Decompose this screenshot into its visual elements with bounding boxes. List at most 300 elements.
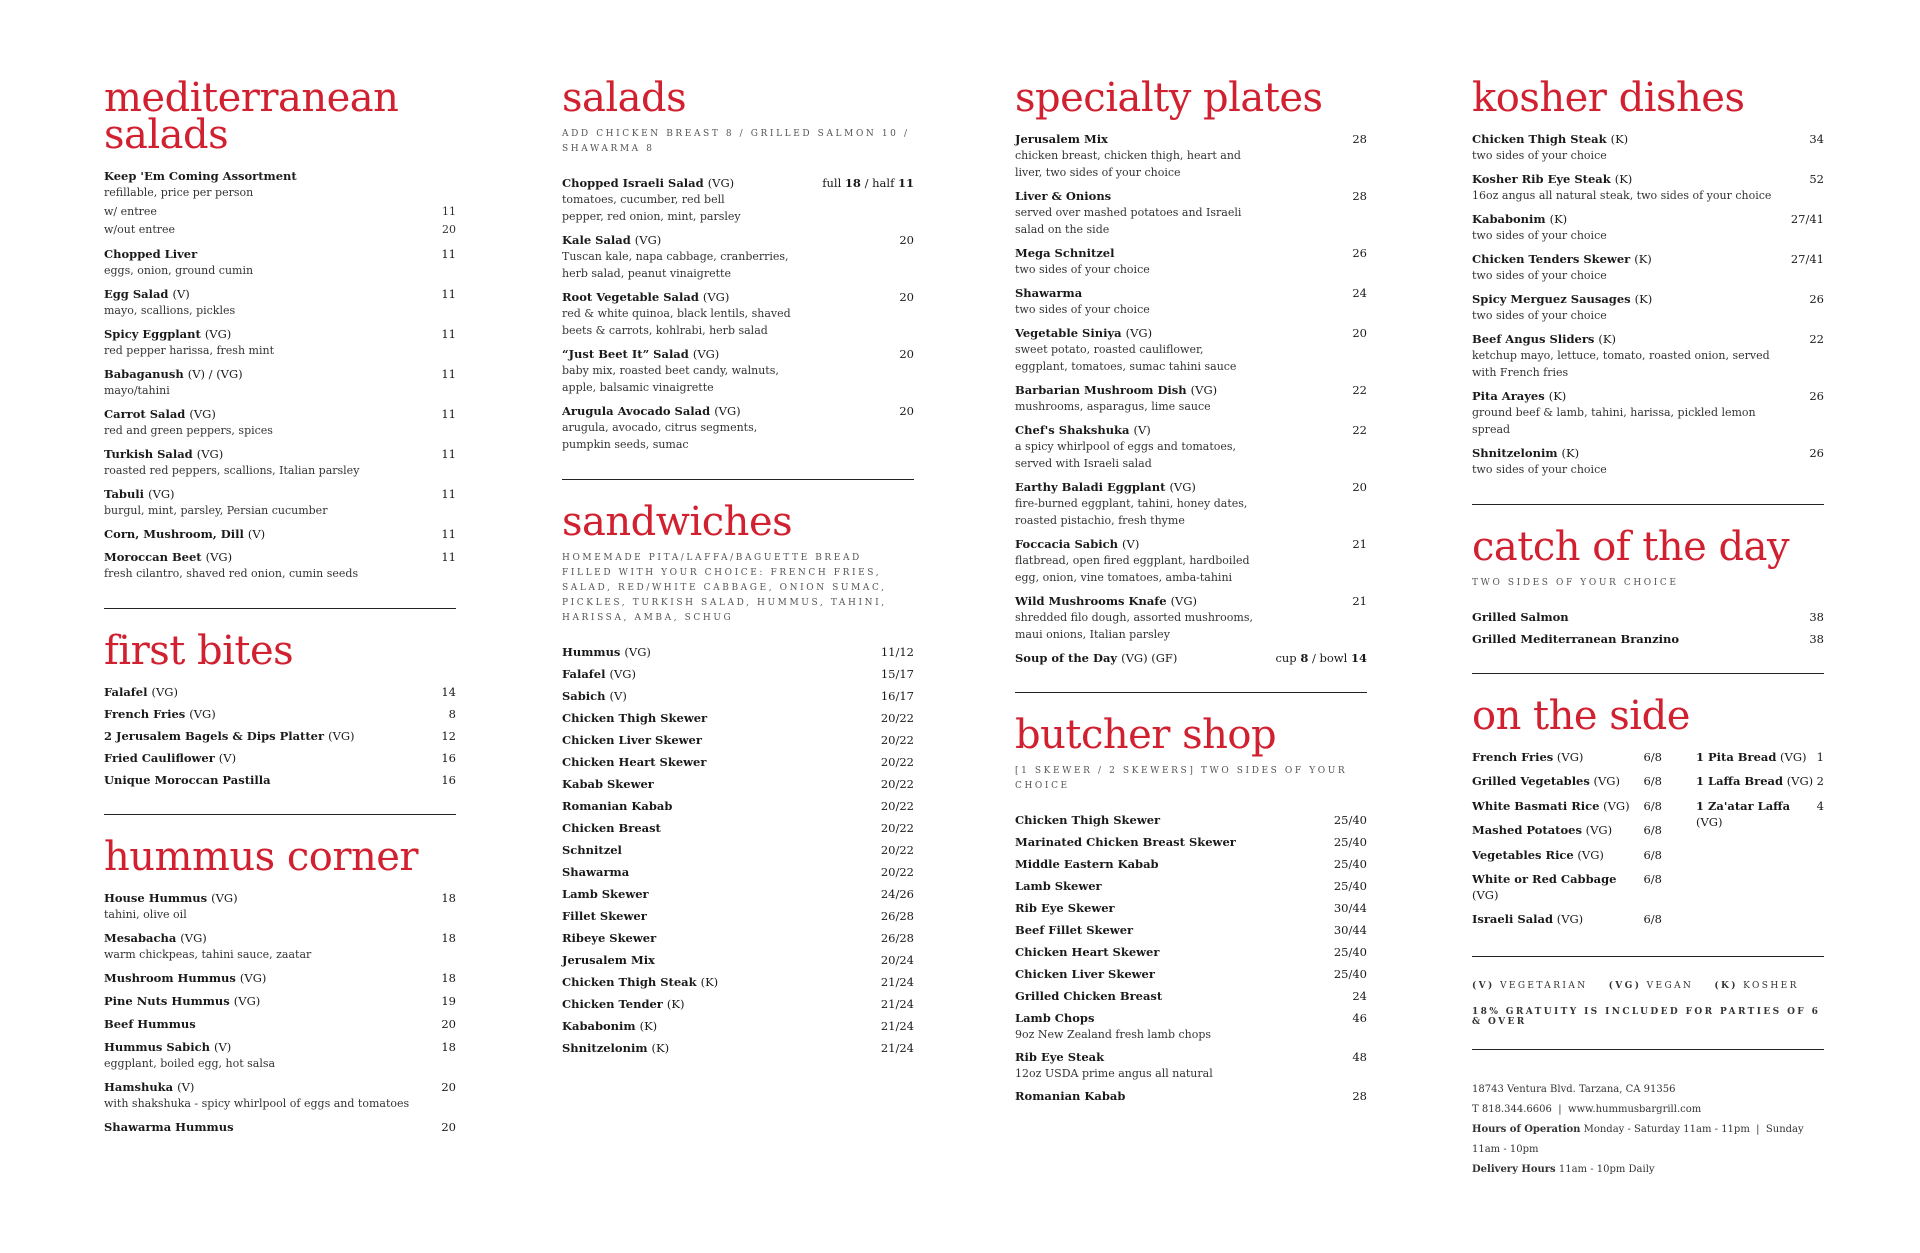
item-tag: (K) (1598, 332, 1616, 346)
item-tag: (VG) (1169, 480, 1196, 494)
divider (1472, 673, 1824, 674)
item-desc: flatbread, open fired eggplant, hardboiled egg, onion, vine tomatoes, amba-tahini (1015, 554, 1250, 584)
item-name: Jerusalem Mix (1015, 132, 1108, 146)
item-name: Chicken Thigh Skewer (562, 711, 708, 725)
item-price: 26/28 (880, 931, 914, 945)
column-2 (562, 75, 914, 1062)
item-desc: two sides of your choice (1472, 229, 1607, 242)
item-price: 20/22 (880, 865, 914, 879)
item-desc: served over mashed potatoes and Israeli salad on the side (1015, 206, 1242, 236)
item-price: 26 (1352, 246, 1367, 260)
menu-item (104, 1079, 456, 1112)
menu-item (104, 728, 456, 744)
item-desc: mayo, scallions, pickles (104, 304, 236, 317)
menu-item (104, 1119, 456, 1135)
menu-item (104, 366, 456, 399)
menu-item (1015, 422, 1367, 472)
item-desc: shredded filo dough, assorted mushrooms, maui onions, Italian parsley (1015, 611, 1253, 641)
item-name: Spicy Eggplant (VG) (104, 327, 232, 341)
item-name: Ribeye Skewer (562, 931, 657, 945)
divider (1472, 504, 1824, 505)
item-name: Jerusalem Mix (562, 953, 655, 967)
kosher-dishes-title: kosher dishes (1472, 75, 1745, 121)
item-tag: (VG) (1696, 814, 1723, 829)
side-name: Mashed Potatoes (VG) (1472, 823, 1613, 838)
item-price: 18 (441, 1040, 456, 1054)
item-name: Falafel (VG) (104, 685, 178, 699)
side-price: 1 (1816, 750, 1824, 764)
item-price: 11 (441, 527, 456, 541)
item-name: Tabuli (VG) (104, 487, 175, 501)
menu-item (562, 842, 914, 858)
item-name: Beef Fillet Skewer (1015, 923, 1134, 937)
menu-item (562, 886, 914, 902)
item-name: Chicken Thigh Skewer (1015, 813, 1161, 827)
item-price: 25/40 (1333, 835, 1367, 849)
menu-item (1015, 325, 1367, 375)
menu-item (104, 406, 456, 439)
menu-item (1015, 900, 1367, 916)
item-price: 30/44 (1333, 923, 1367, 937)
item-price: 22 (1352, 383, 1367, 397)
item-name: Lamb Skewer (1015, 879, 1102, 893)
item-name: Kosher Rib Eye Steak (K) (1472, 172, 1633, 186)
item-price: 14 (441, 685, 456, 699)
item-price: 27/41 (1790, 252, 1824, 266)
menu-item (1472, 631, 1824, 647)
sandwiches-title: sandwiches (562, 499, 793, 545)
item-price: 20 (899, 347, 914, 361)
item-tag: (VG) (204, 327, 232, 341)
item-tag: (VG) (205, 550, 233, 564)
item-desc: ground beef & lamb, tahini, harissa, pickled lemon spread (1472, 406, 1756, 436)
item-tag: (VG) (692, 347, 720, 361)
menu-item (1015, 593, 1367, 643)
menu-item (1015, 834, 1367, 850)
item-price: 15/17 (880, 667, 914, 681)
divider (1472, 956, 1824, 957)
menu-item (562, 732, 914, 748)
item-price: 20 (441, 1017, 456, 1031)
menu-item (1015, 922, 1367, 938)
menu-item (1472, 388, 1824, 438)
item-price: 22 (1352, 423, 1367, 437)
menu-item (1015, 966, 1367, 982)
menu-item (1015, 245, 1367, 278)
item-name: Chopped Liver (104, 247, 198, 261)
item-desc: 16oz angus all natural steak, two sides of your choice (1472, 189, 1772, 202)
price-row: w/out entree 20 (104, 223, 456, 236)
item-name: Mushroom Hummus (VG) (104, 971, 267, 985)
item-name: Hummus (VG) (562, 645, 651, 659)
item-name: Kabab Skewer (562, 777, 654, 791)
item-price: 20 (441, 1120, 456, 1134)
website-link[interactable]: www.hummusbargrill.com (1567, 1103, 1702, 1115)
item-desc: roasted red peppers, scallions, Italian parsley (104, 464, 360, 477)
item-desc: arugula, avocado, citrus segments, pumpkin seeds, sumac (562, 421, 758, 451)
item-desc: two sides of your choice (1472, 149, 1607, 162)
item-name: Corn, Mushroom, Dill (V) (104, 527, 266, 541)
phone: T 818.344.6606 (1472, 1103, 1552, 1115)
item-name: Chicken Heart Skewer (562, 755, 707, 769)
item-desc: two sides of your choice (1472, 269, 1607, 282)
menu-item (104, 526, 456, 542)
item-desc: two sides of your choice (1015, 263, 1150, 276)
item-tag: (V) / (VG) (187, 367, 243, 381)
side-item (1472, 847, 1662, 863)
item-price: 20 (1352, 326, 1367, 340)
price-row: w/ entree 11 (104, 205, 456, 218)
item-name: Foccacia Sabich (V) (1015, 537, 1140, 551)
item-price: 11 (441, 487, 456, 501)
item-desc: sweet potato, roasted cauliflower, eggplant, tomatoes, sumac tahini sauce (1015, 343, 1237, 373)
menu-item (562, 820, 914, 836)
first-bites-title: first bites (104, 628, 294, 674)
side-name: White or Red Cabbage (VG) (1472, 871, 1617, 902)
menu-item (1015, 878, 1367, 894)
menu-item (104, 1016, 456, 1032)
item-name: Wild Mushrooms Knafe (VG) (1015, 594, 1198, 608)
side-price: 4 (1816, 798, 1824, 813)
item-desc: refillable, price per person (104, 186, 254, 199)
item-name: Egg Salad (V) (104, 287, 190, 301)
item-tag: (K) (666, 997, 685, 1011)
side-name: White Basmati Rice (VG) (1472, 798, 1630, 813)
item-desc: two sides of your choice (1472, 309, 1607, 322)
item-price: 38 (1809, 610, 1824, 624)
item-name: Schnitzel (562, 843, 622, 857)
butcher-shop-title: butcher shop (1015, 712, 1277, 758)
item-name: Barbarian Mushroom Dish (VG) (1015, 383, 1218, 397)
item-name: Pine Nuts Hummus (VG) (104, 994, 261, 1008)
item-price: 16/17 (880, 689, 914, 703)
item-price: 18 (441, 931, 456, 945)
item-name: Chicken Breast (562, 821, 661, 835)
menu-item (1015, 131, 1367, 181)
menu-item (104, 286, 456, 319)
item-name: Chicken Heart Skewer (1015, 945, 1160, 959)
item-price: 20 (899, 233, 914, 247)
column-3 (1015, 75, 1367, 1110)
side-item (1696, 773, 1824, 789)
contact-line: T 818.344.6606 | www.hummusbargrill.com (1472, 1103, 1702, 1115)
item-name: Shawarma (1015, 286, 1083, 300)
item-price: 20 (899, 290, 914, 304)
divider (104, 814, 456, 815)
item-price: 28 (1352, 1089, 1367, 1103)
item-price: 25/40 (1333, 813, 1367, 827)
item-price: 26 (1809, 389, 1824, 403)
item-name: Chicken Liver Skewer (1015, 967, 1155, 981)
item-price: 30/44 (1333, 901, 1367, 915)
menu-item (1015, 479, 1367, 529)
item-tag: (VG) (624, 645, 651, 659)
item-name: Fillet Skewer (562, 909, 647, 923)
divider (104, 608, 456, 609)
item-price: 24 (1352, 286, 1367, 300)
item-tag: (VG) (634, 233, 662, 247)
item-tag: (VG) (609, 667, 636, 681)
side-price: 2 (1816, 774, 1824, 789)
item-name: Romanian Kabab (562, 799, 673, 813)
menu-item (1015, 988, 1367, 1004)
side-item (1472, 871, 1662, 903)
item-tag: (VG) (1170, 594, 1198, 608)
item-price: 21 (1352, 594, 1367, 608)
item-price: 20 (441, 1080, 456, 1094)
item-name: Chicken Tenders Skewer (K) (1472, 252, 1652, 266)
side-price: 6/8 (1643, 774, 1662, 789)
side-price: 6/8 (1643, 798, 1662, 813)
menu-item (1472, 251, 1824, 284)
side-item (1472, 773, 1662, 789)
menu-item (1015, 650, 1367, 666)
menu-item (562, 666, 914, 682)
item-tag: (VG) (1786, 774, 1814, 789)
side-name: 1 Laffa Bread (VG) (1696, 774, 1814, 789)
menu-item (104, 706, 456, 722)
item-price: 25/40 (1333, 879, 1367, 893)
item-tag: (V) (1133, 423, 1151, 437)
menu-item (562, 346, 914, 396)
item-price: 11 (441, 367, 456, 381)
menu-item (1015, 285, 1367, 318)
item-desc: red & white quinoa, black lentils, shaved beets & carrots, kohlrabi, herb salad (562, 307, 791, 337)
item-price: 11 (441, 447, 456, 461)
menu-item (104, 993, 456, 1009)
menu-item (562, 864, 914, 880)
item-name: Lamb Skewer (562, 887, 649, 901)
side-item (1472, 822, 1662, 838)
menu-item (562, 754, 914, 770)
divider (562, 479, 914, 480)
item-tag: (VG) (1593, 774, 1620, 789)
item-price: 34 (1809, 132, 1824, 146)
menu-item (562, 930, 914, 946)
side-name: French Fries (VG) (1472, 750, 1584, 764)
item-name: Beef Angus Sliders (K) (1472, 332, 1616, 346)
item-price: 16 (441, 773, 456, 787)
item-tag: (VG) (239, 971, 267, 985)
item-tag: (VG) (1603, 798, 1630, 813)
item-tag: (K) (1614, 172, 1633, 186)
menu-item (104, 970, 456, 986)
side-price: 6/8 (1643, 871, 1662, 886)
item-desc: a spicy whirlpool of eggs and tomatoes, served with Israeli salad (1015, 440, 1237, 470)
item-tag: (VG) (1577, 847, 1604, 862)
item-name: French Fries (VG) (104, 707, 216, 721)
item-name: Mesabacha (VG) (104, 931, 207, 945)
item-name: Shawarma Hummus (104, 1120, 234, 1134)
sides-grid (1472, 749, 1824, 936)
item-price: 20 (899, 404, 914, 418)
item-price: 28 (1352, 132, 1367, 146)
item-name: Chicken Tender (K) (562, 997, 685, 1011)
item-desc: mushrooms, asparagus, lime sauce (1015, 400, 1211, 413)
item-price: 24 (1352, 989, 1367, 1003)
catch-subtitle: TWO SIDES OF YOUR CHOICE (1472, 578, 1679, 588)
menu-item (1472, 131, 1824, 164)
hummus-corner-title: hummus corner (104, 834, 419, 880)
item-price: 21 (1352, 537, 1367, 551)
item-name: Keep 'Em Coming Assortment (104, 169, 297, 183)
item-tag: (K) (700, 975, 719, 989)
item-price: 11 (441, 287, 456, 301)
item-name: Babaganush (V) / (VG) (104, 367, 243, 381)
item-price: 19 (441, 994, 456, 1008)
menu-item (1472, 291, 1824, 324)
item-desc: red pepper harissa, fresh mint (104, 344, 274, 357)
menu-item (562, 952, 914, 968)
column-1 (104, 75, 456, 1142)
item-name: Chef's Shakshuka (V) (1015, 423, 1151, 437)
item-tag: (V) (1122, 537, 1140, 551)
item-tag: (VG) (233, 994, 261, 1008)
item-name: Chicken Thigh Steak (K) (1472, 132, 1629, 146)
item-price: 25/40 (1333, 857, 1367, 871)
item-price: 26/28 (880, 909, 914, 923)
specialty-plates-title: specialty plates (1015, 75, 1323, 121)
item-price: 26 (1809, 446, 1824, 460)
item-price: 20/22 (880, 777, 914, 791)
item-price: 20 (1352, 480, 1367, 494)
menu-item (104, 246, 456, 279)
menu-item (562, 644, 914, 660)
item-tag: (K) (1610, 132, 1629, 146)
item-name: Shnitzelonim (K) (562, 1041, 670, 1055)
item-tag: (VG) (1125, 326, 1153, 340)
item-name: Unique Moroccan Pastilla (104, 773, 271, 787)
item-price: 26 (1809, 292, 1824, 306)
item-price: 20/22 (880, 733, 914, 747)
item-price: 21/24 (880, 975, 914, 989)
delivery-line: Delivery Hours 11am - 10pm Daily (1472, 1163, 1655, 1175)
item-tag: (K) (1634, 292, 1653, 306)
item-price: 8 (448, 707, 456, 721)
item-tag: (VG) (1585, 823, 1613, 838)
item-tag: (V) (218, 751, 237, 765)
item-tag: (K) (639, 1019, 658, 1033)
catch-of-the-day-title: catch of the day (1472, 524, 1790, 570)
item-tag: (VG) (1190, 383, 1218, 397)
side-name: Vegetables Rice (VG) (1472, 847, 1604, 862)
item-price: 11 (441, 327, 456, 341)
item-price: 46 (1352, 1011, 1367, 1025)
item-desc: eggs, onion, ground cumin (104, 264, 254, 277)
item-name: Shnitzelonim (K) (1472, 446, 1580, 460)
menu-item (562, 1018, 914, 1034)
item-name: Kababonim (K) (1472, 212, 1568, 226)
item-name: Marinated Chicken Breast Skewer (1015, 835, 1236, 849)
menu-item (104, 772, 456, 788)
item-desc: two sides of your choice (1472, 463, 1607, 476)
item-price: 12 (441, 729, 456, 743)
item-name: Sabich (V) (562, 689, 627, 703)
menu-item (562, 776, 914, 792)
menu-item (1472, 609, 1824, 625)
item-desc: with shakshuka - spicy whirlpool of eggs and tomatoes (104, 1097, 410, 1110)
item-desc: baby mix, roasted beet candy, walnuts, apple, balsamic vinaigrette (562, 364, 779, 394)
menu-item (104, 890, 456, 923)
item-name: Kale Salad (VG) (562, 233, 662, 247)
item-price: 21/24 (880, 997, 914, 1011)
item-price: 20/22 (880, 755, 914, 769)
item-name: Carrot Salad (VG) (104, 407, 216, 421)
item-tag: (VG) (1556, 912, 1584, 927)
gratuity-note: 18% GRATUITY IS INCLUDED FOR PARTIES OF 6 & OVER (1472, 1006, 1821, 1027)
item-tag: (V) (609, 689, 627, 703)
salads-subtitle: ADD CHICKEN BREAST 8 / GRILLED SALMON 10 / SHAWARMA 8 (562, 129, 910, 154)
item-name: Turkish Salad (VG) (104, 447, 224, 461)
item-price: 18 (441, 971, 456, 985)
item-name: Shawarma (562, 865, 630, 879)
menu-item (562, 175, 914, 225)
menu-item (1472, 331, 1824, 381)
item-name: Rib Eye Skewer (1015, 901, 1115, 915)
item-price: 24/26 (880, 887, 914, 901)
item-name: Chicken Liver Skewer (562, 733, 702, 747)
item-price: 21/24 (880, 1019, 914, 1033)
item-price: 20/22 (880, 799, 914, 813)
menu-item (1472, 445, 1824, 478)
side-price: 6/8 (1643, 912, 1662, 927)
side-item (1696, 749, 1824, 765)
menu-item (562, 908, 914, 924)
menu-item (104, 684, 456, 700)
menu-item (562, 232, 914, 282)
item-tag: (VG) (148, 487, 175, 501)
item-price: 11 (441, 247, 456, 261)
item-name: “Just Beet It” Salad (VG) (562, 347, 720, 361)
item-name: Grilled Salmon (1472, 610, 1569, 624)
item-name: 2 Jerusalem Bagels & Dips Platter (VG) (104, 729, 355, 743)
item-tag: (VG) (196, 447, 224, 461)
item-tag: (K) (1548, 389, 1567, 403)
side-item (1472, 798, 1662, 814)
item-tag: (VG) (1780, 750, 1807, 764)
item-desc: tahini, olive oil (104, 908, 187, 921)
item-tag: (K) (651, 1041, 670, 1055)
item-price: 25/40 (1333, 967, 1367, 981)
item-tag: (VG) (189, 707, 216, 721)
menu-item (104, 549, 456, 582)
item-desc: warm chickpeas, tahini sauce, zaatar (104, 948, 312, 961)
side-price: 6/8 (1643, 750, 1662, 764)
item-desc: chicken breast, chicken thigh, heart and liver, two sides of your choice (1015, 149, 1241, 179)
item-name: Middle Eastern Kabab (1015, 857, 1159, 871)
item-name: Kababonim (K) (562, 1019, 658, 1033)
menu-item (1015, 382, 1367, 415)
item-tag: (VG) (702, 290, 730, 304)
item-desc: 9oz New Zealand fresh lamb chops (1015, 1028, 1212, 1041)
item-price: 20/24 (880, 953, 914, 967)
item-name: Beef Hummus (104, 1017, 196, 1031)
item-name: Grilled Chicken Breast (1015, 989, 1163, 1003)
side-name: 1 Pita Bread (VG) (1696, 750, 1807, 764)
item-name: Romanian Kabab (1015, 1089, 1126, 1103)
item-price: 52 (1809, 172, 1824, 186)
menu-item (1015, 944, 1367, 960)
item-price: 38 (1809, 632, 1824, 646)
item-price: 16 (441, 751, 456, 765)
item-name: Fried Cauliflower (V) (104, 751, 237, 765)
divider (1472, 1049, 1824, 1050)
item-tag: (VG) (1472, 887, 1499, 902)
item-price: 28 (1352, 189, 1367, 203)
item-name: Hamshuka (V) (104, 1080, 195, 1094)
item-name: Arugula Avocado Salad (VG) (562, 404, 741, 418)
menu-item (1015, 1010, 1367, 1043)
